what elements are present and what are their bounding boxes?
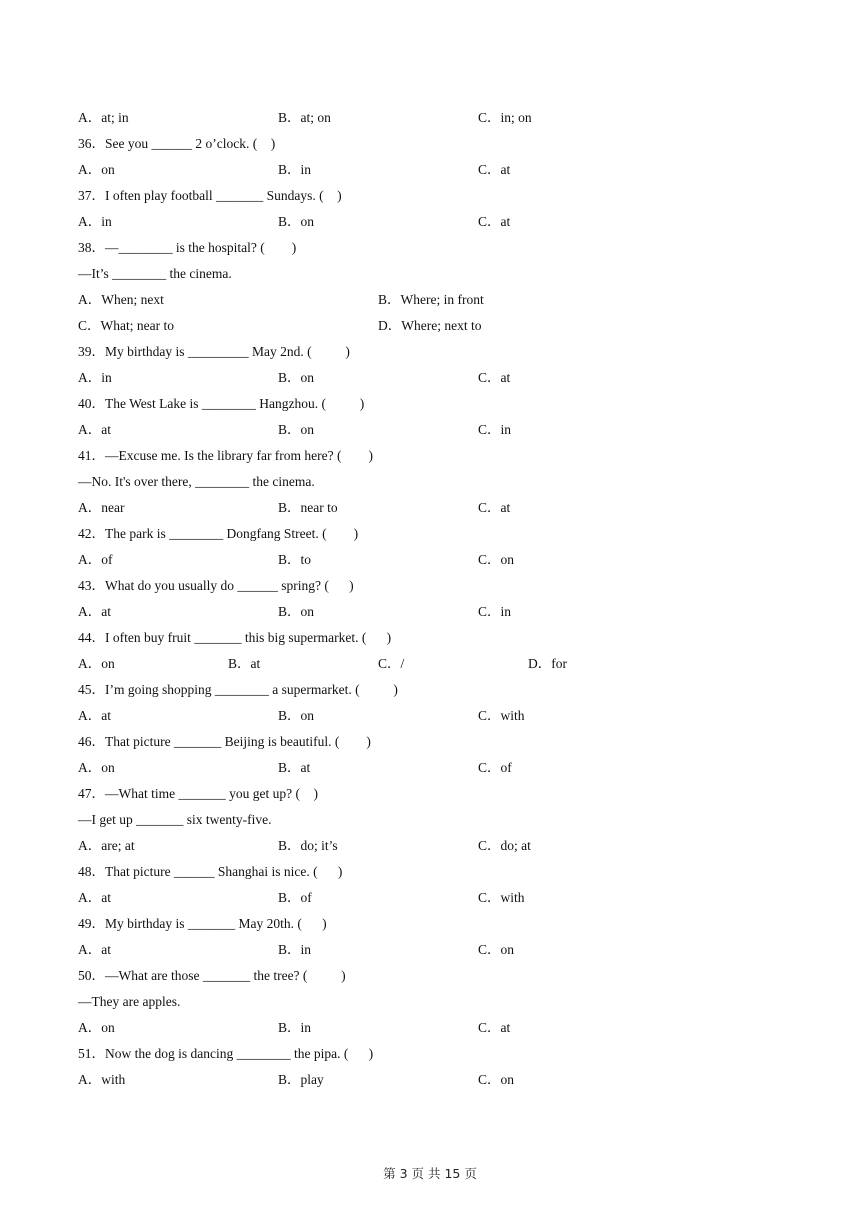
answer-option: D．Where; next to [378,318,482,333]
answer-option: B．on [278,708,315,723]
answer-option: C．with [478,708,525,723]
answer-option: A．with [78,1072,126,1087]
question-text: 41．—Excuse me. Is the library far from here? ( ) [78,448,374,463]
answer-option: B．on [278,422,315,437]
option-row [78,706,798,732]
answer-option: C．on [478,552,515,567]
answer-option: C．in; on [478,110,532,125]
answer-option: A．at [78,708,111,723]
answer-option: A．When; next [78,292,164,307]
question-text: 47．—What time _______ you get up? ( ) [78,786,318,801]
answer-option: B．in [278,942,312,957]
answer-option: C．at [478,1020,511,1035]
page-footer: 第 3 页 共 15 页 [383,1166,477,1181]
answer-option: A．at [78,604,111,619]
question-text: 39．My birthday is _________ May 2nd. ( ) [78,344,350,359]
answer-option: A．on [78,760,115,775]
option-row [78,758,798,784]
option-row [78,160,798,186]
answer-option: B．at; on [278,110,331,125]
answer-option: C．with [478,890,525,905]
option-row [78,940,798,966]
option-row [78,654,798,680]
option-row [78,1018,798,1044]
answer-option: B．do; it’s [278,838,338,853]
question-text: —It’s ________ the cinema. [78,266,232,281]
question-text: 37．I often play football _______ Sundays. ( ) [78,188,342,203]
question-text: 36．See you ______ 2 o’clock. ( ) [78,136,276,151]
option-row [78,290,798,316]
question-text: 49．My birthday is _______ May 20th. ( ) [78,916,327,931]
answer-option: B．Where; in front [378,292,484,307]
answer-option: C．at [478,370,511,385]
answer-option: B．of [278,890,312,905]
answer-option: A．at [78,890,111,905]
question-text: 48．That picture ______ Shanghai is nice. ( ) [78,864,343,879]
answer-option: D．for [528,656,567,671]
question-text: 40．The West Lake is ________ Hangzhou. ( ) [78,396,365,411]
answer-option: B．at [278,760,311,775]
question-text: 51．Now the dog is dancing ________ the pipa. ( ) [78,1046,374,1061]
answer-option: A．on [78,162,115,177]
answer-option: C．do; at [478,838,531,853]
answer-option: C．on [478,942,515,957]
option-row [78,316,798,342]
answer-option: C．at [478,214,511,229]
question-text: 42．The park is ________ Dongfang Street. ( ) [78,526,359,541]
answer-option: B．in [278,1020,312,1035]
answer-option: B．play [278,1072,324,1087]
answer-option: A．in [78,214,112,229]
question-text: —No. It's over there, ________ the cinema. [78,474,315,489]
question-text: —I get up _______ six twenty-five. [78,812,272,827]
option-row [78,368,798,394]
answer-option: C．in [478,604,512,619]
question-text: 44．I often buy fruit _______ this big supermarket. ( ) [78,630,392,645]
answer-option: A．on [78,1020,115,1035]
answer-option: B．on [278,604,315,619]
question-text: 46．That picture _______ Beijing is beautiful. ( ) [78,734,371,749]
answer-option: C．/ [378,656,405,671]
answer-option: C．at [478,500,511,515]
answer-option: B．near to [278,500,338,515]
answer-option: A．in [78,370,112,385]
question-text: —They are apples. [78,994,181,1009]
answer-option: A．at; in [78,110,129,125]
exercise-content [78,108,798,1096]
answer-option: A．of [78,552,113,567]
option-row [78,420,798,446]
question-text: 50．—What are those _______ the tree? ( ) [78,968,346,983]
answer-option: A．at [78,422,111,437]
option-row [78,836,798,862]
question-text: 38．—________ is the hospital? ( ) [78,240,297,255]
answer-option: C．on [478,1072,515,1087]
answer-option: A．are; at [78,838,135,853]
answer-option: B．on [278,370,315,385]
option-row [78,498,798,524]
option-row [78,602,798,628]
option-row [78,108,798,134]
answer-option: C．at [478,162,511,177]
answer-option: B．on [278,214,315,229]
option-row [78,550,798,576]
answer-option: C．of [478,760,512,775]
option-row [78,1070,798,1096]
answer-option: A．at [78,942,111,957]
question-text: 45．I’m going shopping ________ a supermarket. ( ) [78,682,398,697]
answer-option: C．What; near to [78,318,174,333]
answer-option: B．at [228,656,261,671]
answer-option: A．on [78,656,115,671]
answer-option: B．to [278,552,312,567]
option-row [78,888,798,914]
option-row [78,212,798,238]
answer-option: A．near [78,500,125,515]
answer-option: B．in [278,162,312,177]
answer-option: C．in [478,422,512,437]
question-text: 43．What do you usually do ______ spring? ( ) [78,578,354,593]
